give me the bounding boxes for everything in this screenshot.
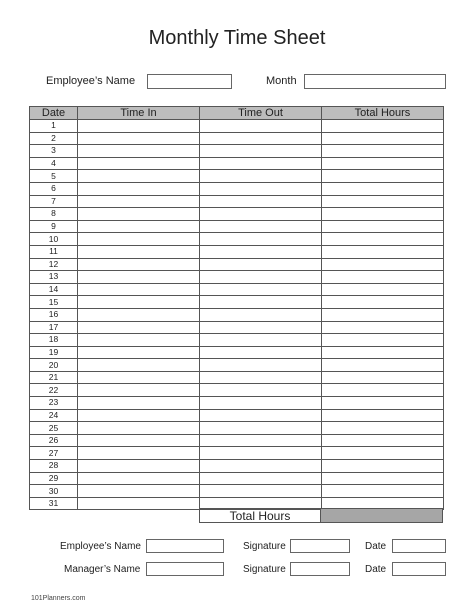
total-hours-cell[interactable]	[322, 346, 444, 359]
date-cell: 11	[30, 245, 78, 258]
total-hours-cell[interactable]	[322, 283, 444, 296]
table-row	[30, 447, 444, 460]
table-row	[30, 321, 444, 334]
time-out-cell[interactable]	[200, 145, 322, 158]
date-cell: 9	[30, 220, 78, 233]
date-cell: 3	[30, 145, 78, 158]
time-in-cell[interactable]	[78, 157, 200, 170]
time-out-cell[interactable]	[200, 283, 322, 296]
date-cell: 10	[30, 233, 78, 246]
date-cell: 15	[30, 296, 78, 309]
employee-name-label: Employee’s Name	[46, 75, 136, 87]
date-cell: 21	[30, 371, 78, 384]
manager-name-field[interactable]	[146, 562, 224, 576]
total-hours-cell[interactable]	[322, 182, 444, 195]
time-out-cell[interactable]	[200, 321, 322, 334]
total-hours-cell[interactable]	[322, 271, 444, 284]
time-out-cell[interactable]	[200, 485, 322, 498]
total-hours-cell[interactable]	[322, 434, 444, 447]
time-out-cell[interactable]	[200, 182, 322, 195]
total-hours-cell[interactable]	[322, 409, 444, 422]
sig-employee-name-label: Employee’s Name	[60, 541, 141, 552]
table-row	[30, 170, 444, 183]
table-row	[30, 283, 444, 296]
table-row	[30, 472, 444, 485]
page-title: Monthly Time Sheet	[148, 27, 326, 49]
date-cell: 19	[30, 346, 78, 359]
date-cell: 16	[30, 308, 78, 321]
date-cell: 27	[30, 447, 78, 460]
time-in-cell[interactable]	[78, 195, 200, 208]
table-row	[30, 220, 444, 233]
time-in-cell[interactable]	[78, 346, 200, 359]
time-out-cell[interactable]	[200, 371, 322, 384]
manager-signature-field[interactable]	[290, 562, 350, 576]
time-in-cell[interactable]	[78, 472, 200, 485]
table-row	[30, 145, 444, 158]
total-hours-cell[interactable]	[322, 132, 444, 145]
total-hours-cell[interactable]	[322, 371, 444, 384]
table-row	[30, 208, 444, 221]
time-in-cell[interactable]	[78, 447, 200, 460]
col-header-total-hours: Total Hours	[322, 107, 444, 120]
time-in-cell[interactable]	[78, 132, 200, 145]
employee-date-field[interactable]	[392, 539, 446, 553]
employee-signature-label: Signature	[243, 541, 286, 552]
time-out-cell[interactable]	[200, 447, 322, 460]
time-out-cell[interactable]	[200, 422, 322, 435]
time-out-cell[interactable]	[200, 220, 322, 233]
time-in-cell[interactable]	[78, 296, 200, 309]
footer-brand: 101Planners.com	[31, 595, 86, 602]
date-cell: 12	[30, 258, 78, 271]
time-out-cell[interactable]	[200, 157, 322, 170]
time-in-cell[interactable]	[78, 258, 200, 271]
table-row	[30, 245, 444, 258]
date-cell: 8	[30, 208, 78, 221]
date-cell: 26	[30, 434, 78, 447]
table-row	[30, 182, 444, 195]
time-in-cell[interactable]	[78, 220, 200, 233]
time-in-cell[interactable]	[78, 170, 200, 183]
col-header-date: Date	[30, 107, 78, 120]
date-cell: 13	[30, 271, 78, 284]
time-out-cell[interactable]	[200, 271, 322, 284]
time-out-cell[interactable]	[200, 397, 322, 410]
table-row	[30, 434, 444, 447]
table-row	[30, 258, 444, 271]
date-cell: 4	[30, 157, 78, 170]
time-out-cell[interactable]	[200, 472, 322, 485]
total-hours-cell[interactable]	[322, 220, 444, 233]
time-out-cell[interactable]	[200, 296, 322, 309]
table-row	[30, 485, 444, 498]
total-hours-cell[interactable]	[322, 296, 444, 309]
employee-name-field[interactable]	[147, 74, 232, 89]
table-row	[30, 359, 444, 372]
total-hours-cell[interactable]	[322, 170, 444, 183]
date-cell: 2	[30, 132, 78, 145]
time-out-cell[interactable]	[200, 460, 322, 473]
time-out-cell[interactable]	[200, 233, 322, 246]
time-in-cell[interactable]	[78, 397, 200, 410]
time-in-cell[interactable]	[78, 145, 200, 158]
time-in-cell[interactable]	[78, 497, 200, 510]
table-row	[30, 460, 444, 473]
table-row	[30, 346, 444, 359]
date-cell: 31	[30, 497, 78, 510]
month-label: Month	[266, 75, 297, 87]
table-row	[30, 334, 444, 347]
time-in-cell[interactable]	[78, 321, 200, 334]
month-field[interactable]	[304, 74, 446, 89]
date-cell: 23	[30, 397, 78, 410]
time-in-cell[interactable]	[78, 434, 200, 447]
table-row	[30, 409, 444, 422]
date-cell: 18	[30, 334, 78, 347]
time-in-cell[interactable]	[78, 422, 200, 435]
date-cell: 25	[30, 422, 78, 435]
table-row	[30, 157, 444, 170]
col-header-time-in: Time In	[78, 107, 200, 120]
table-row	[30, 195, 444, 208]
total-hours-cell[interactable]	[322, 245, 444, 258]
total-hours-cell[interactable]	[322, 447, 444, 460]
manager-date-field[interactable]	[392, 562, 446, 576]
total-hours-cell[interactable]	[322, 485, 444, 498]
total-hours-cell[interactable]	[322, 384, 444, 397]
time-out-cell[interactable]	[200, 334, 322, 347]
total-hours-cell[interactable]	[322, 208, 444, 221]
total-hours-cell[interactable]	[322, 321, 444, 334]
time-out-cell[interactable]	[200, 120, 322, 133]
manager-signature-label: Signature	[243, 564, 286, 575]
total-hours-cell[interactable]	[322, 308, 444, 321]
time-in-cell[interactable]	[78, 271, 200, 284]
date-cell: 28	[30, 460, 78, 473]
table-header-row	[30, 107, 444, 120]
time-out-cell[interactable]	[200, 245, 322, 258]
time-sheet-table	[29, 106, 444, 510]
total-hours-cell[interactable]	[322, 460, 444, 473]
total-hours-value[interactable]	[320, 508, 443, 523]
total-hours-cell[interactable]	[322, 120, 444, 133]
time-in-cell[interactable]	[78, 308, 200, 321]
time-out-cell[interactable]	[200, 208, 322, 221]
time-out-cell[interactable]	[200, 195, 322, 208]
time-out-cell[interactable]	[200, 384, 322, 397]
total-hours-cell[interactable]	[322, 233, 444, 246]
employee-date-label: Date	[365, 541, 387, 552]
date-cell: 14	[30, 283, 78, 296]
total-hours-cell[interactable]	[322, 334, 444, 347]
date-cell: 5	[30, 170, 78, 183]
employee-signature-field[interactable]	[290, 539, 350, 553]
table-row	[30, 233, 444, 246]
date-cell: 20	[30, 359, 78, 372]
total-hours-cell[interactable]	[322, 472, 444, 485]
col-header-time-out: Time Out	[200, 107, 322, 120]
time-out-cell[interactable]	[200, 409, 322, 422]
time-in-cell[interactable]	[78, 245, 200, 258]
time-in-cell[interactable]	[78, 208, 200, 221]
table-row	[30, 422, 444, 435]
date-cell: 29	[30, 472, 78, 485]
manager-date-label: Date	[365, 564, 387, 575]
total-hours-cell[interactable]	[322, 359, 444, 372]
time-out-cell[interactable]	[200, 170, 322, 183]
date-cell: 17	[30, 321, 78, 334]
table-row	[30, 132, 444, 145]
time-in-cell[interactable]	[78, 384, 200, 397]
date-cell: 30	[30, 485, 78, 498]
time-in-cell[interactable]	[78, 485, 200, 498]
total-hours-cell[interactable]	[322, 422, 444, 435]
table-row	[30, 397, 444, 410]
time-in-cell[interactable]	[78, 182, 200, 195]
date-cell: 7	[30, 195, 78, 208]
time-in-cell[interactable]	[78, 120, 200, 133]
time-in-cell[interactable]	[78, 460, 200, 473]
table-row	[30, 371, 444, 384]
total-hours-cell[interactable]	[322, 195, 444, 208]
total-hours-label: Total Hours	[199, 508, 321, 523]
table-row	[30, 384, 444, 397]
date-cell: 22	[30, 384, 78, 397]
date-cell: 6	[30, 182, 78, 195]
date-cell: 1	[30, 120, 78, 133]
time-out-cell[interactable]	[200, 359, 322, 372]
table-row	[30, 120, 444, 133]
time-in-cell[interactable]	[78, 371, 200, 384]
sig-employee-name-field[interactable]	[146, 539, 224, 553]
table-row	[30, 308, 444, 321]
date-cell: 24	[30, 409, 78, 422]
time-out-cell[interactable]	[200, 258, 322, 271]
time-in-cell[interactable]	[78, 334, 200, 347]
total-hours-cell[interactable]	[322, 397, 444, 410]
time-in-cell[interactable]	[78, 233, 200, 246]
time-out-cell[interactable]	[200, 346, 322, 359]
total-hours-cell[interactable]	[322, 258, 444, 271]
total-hours-cell[interactable]	[322, 145, 444, 158]
time-in-cell[interactable]	[78, 283, 200, 296]
total-hours-cell[interactable]	[322, 157, 444, 170]
time-in-cell[interactable]	[78, 409, 200, 422]
time-in-cell[interactable]	[78, 359, 200, 372]
table-row	[30, 271, 444, 284]
table-row	[30, 296, 444, 309]
time-out-cell[interactable]	[200, 132, 322, 145]
time-out-cell[interactable]	[200, 308, 322, 321]
manager-name-label: Manager’s Name	[64, 564, 141, 575]
time-out-cell[interactable]	[200, 434, 322, 447]
